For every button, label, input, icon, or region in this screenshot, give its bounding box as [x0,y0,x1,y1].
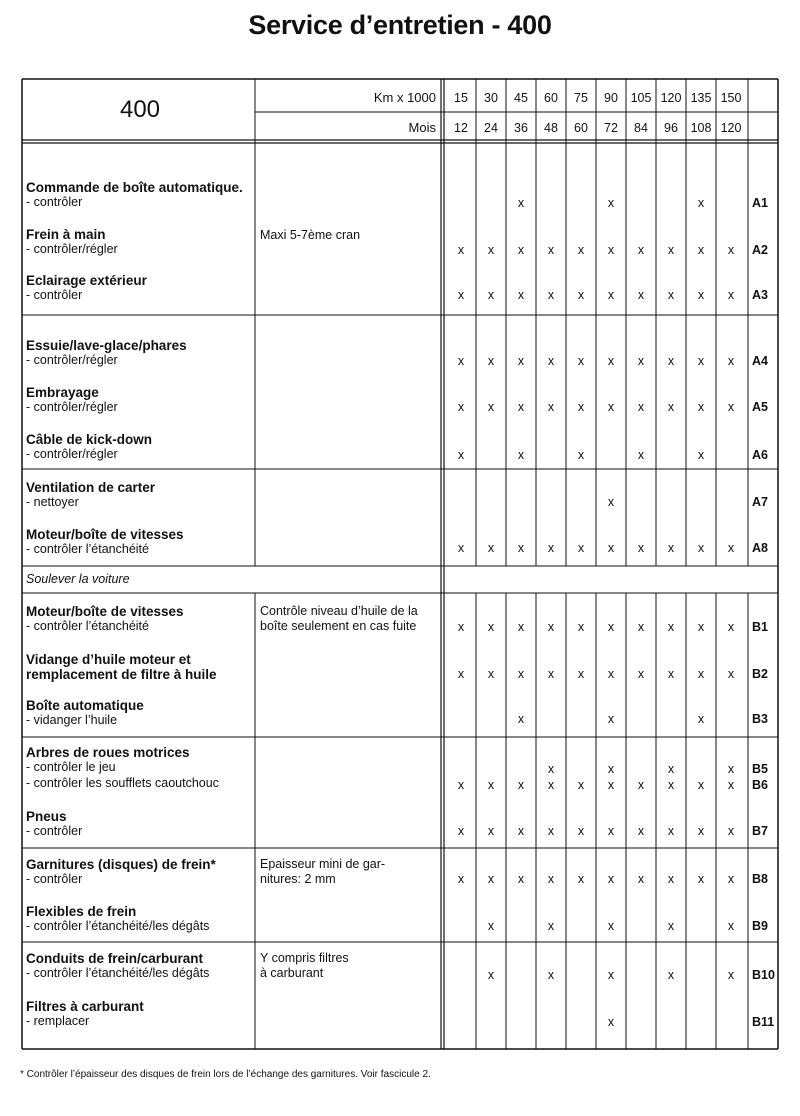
operation-title: Arbres de roues motrices [26,745,190,760]
interval-mark: x [487,541,495,555]
operation-title: Moteur/boîte de vitesses [26,604,184,619]
interval-mark: x [697,354,705,368]
mois-interval-96: 96 [664,121,678,135]
interval-mark: x [607,667,615,681]
operation-title: Moteur/boîte de vitesses [26,527,184,542]
operation-title: Pneus [26,809,67,824]
interval-mark: x [607,824,615,838]
interval-mark: x [487,400,495,414]
interval-mark: x [577,400,585,414]
km-interval-120: 120 [660,91,682,105]
interval-mark: x [607,354,615,368]
operation-code: A7 [752,495,768,509]
interval-mark: x [457,620,465,634]
interval-mark: x [637,778,645,792]
interval-mark: x [727,824,735,838]
interval-mark: x [547,620,555,634]
interval-mark: x [487,288,495,302]
km-interval-45: 45 [514,91,528,105]
interval-mark: x [667,243,675,257]
interval-mark: x [487,968,495,982]
operation-detail: - contrôler l’étanchéité/les dégâts [26,919,210,933]
interval-mark: x [487,778,495,792]
interval-mark: x [607,919,615,933]
interval-mark: x [487,243,495,257]
interval-mark: x [517,288,525,302]
interval-mark: x [577,872,585,886]
interval-mark: x [697,541,705,555]
remark-text: Contrôle niveau d’huile de la [260,604,418,618]
interval-mark: x [607,762,615,776]
interval-mark: x [697,872,705,886]
interval-mark: x [457,354,465,368]
mois-interval-48: 48 [544,121,558,135]
interval-mark: x [457,778,465,792]
km-interval-30: 30 [484,91,498,105]
operation-title: Commande de boîte automatique. [26,180,243,195]
operation-code: B3 [752,712,768,726]
interval-mark: x [517,778,525,792]
interval-mark: x [577,778,585,792]
interval-mark: x [637,620,645,634]
interval-mark: x [517,541,525,555]
interval-mark: x [637,872,645,886]
operation-code: B5 [752,762,768,776]
interval-mark: x [697,824,705,838]
interval-mark: x [457,288,465,302]
mois-interval-120: 120 [720,121,742,135]
interval-mark: x [577,541,585,555]
operation-code: B9 [752,919,768,933]
interval-mark: x [667,400,675,414]
km-interval-75: 75 [574,91,588,105]
mois-interval-84: 84 [634,121,648,135]
operation-code: A8 [752,541,768,555]
interval-mark: x [577,448,585,462]
interval-mark: x [697,620,705,634]
km-interval-60: 60 [544,91,558,105]
interval-mark: x [727,620,735,634]
interval-mark: x [517,712,525,726]
interval-mark: x [517,354,525,368]
interval-mark: x [487,872,495,886]
interval-mark: x [577,667,585,681]
interval-mark: x [457,400,465,414]
interval-mark: x [577,288,585,302]
operation-title: Vidange d’huile moteur et [26,652,191,667]
mois-interval-24: 24 [484,121,498,135]
interval-mark: x [727,667,735,681]
interval-mark: x [547,667,555,681]
interval-mark: x [607,968,615,982]
interval-mark: x [547,541,555,555]
remark-text: nitures: 2 mm [260,872,336,886]
interval-mark: x [667,824,675,838]
interval-mark: x [517,243,525,257]
km-interval-135: 135 [690,91,712,105]
remark-text: Y compris filtres [260,951,349,965]
operation-detail: - contrôler l’étanchéité [26,619,149,633]
operation-code: A3 [752,288,768,302]
interval-mark: x [607,872,615,886]
operation-code: B2 [752,667,768,681]
mois-header-label: Mois [408,120,436,135]
operation-detail: - contrôler/régler [26,242,118,256]
km-interval-150: 150 [720,91,742,105]
operation-code: B1 [752,620,768,634]
interval-mark: x [637,400,645,414]
operation-detail: - remplacer [26,1014,90,1028]
operation-detail: - contrôler [26,872,83,886]
interval-mark: x [637,243,645,257]
operation-detail: - contrôler l’étanchéité/les dégâts [26,966,210,980]
interval-mark: x [577,243,585,257]
interval-mark: x [697,400,705,414]
interval-mark: x [547,400,555,414]
operation-code: B7 [752,824,768,838]
interval-mark: x [547,243,555,257]
interval-mark: x [607,620,615,634]
interval-mark: x [517,872,525,886]
interval-mark: x [547,824,555,838]
interval-mark: x [667,762,675,776]
interval-mark: x [697,448,705,462]
operation-code: B6 [752,778,768,792]
interval-mark: x [727,400,735,414]
interval-mark: x [457,872,465,886]
interval-mark: x [577,620,585,634]
interval-mark: x [727,919,735,933]
mois-interval-36: 36 [514,121,528,135]
operation-title: Embrayage [26,385,99,400]
interval-mark: x [727,872,735,886]
operation-code: A1 [752,196,768,210]
interval-mark: x [577,354,585,368]
interval-mark: x [607,495,615,509]
interval-mark: x [457,243,465,257]
interval-mark: x [547,288,555,302]
interval-mark: x [547,778,555,792]
operation-detail: - nettoyer [26,495,79,509]
remark-text: Maxi 5-7ème cran [260,228,361,242]
interval-mark: x [607,778,615,792]
interval-mark: x [637,667,645,681]
interval-mark: x [547,354,555,368]
interval-mark: x [487,354,495,368]
interval-mark: x [487,919,495,933]
interval-mark: x [727,243,735,257]
lift-car-label: Soulever la voiture [26,572,130,586]
interval-mark: x [637,824,645,838]
interval-mark: x [577,824,585,838]
operation-code: A6 [752,448,768,462]
interval-mark: x [487,620,495,634]
operation-title: Eclairage extérieur [26,273,147,288]
mois-interval-60: 60 [574,121,588,135]
operation-title: Filtres à carburant [26,999,144,1014]
interval-mark: x [517,824,525,838]
interval-mark: x [457,448,465,462]
interval-mark: x [457,541,465,555]
operation-detail: - contrôler le jeu [26,760,116,774]
interval-mark: x [607,400,615,414]
km-header-label: Km x 1000 [373,90,436,105]
operation-detail: - contrôler [26,288,83,302]
operation-title: Frein à main [26,227,106,242]
operation-detail: - contrôler/régler [26,400,118,414]
interval-mark: x [727,288,735,302]
interval-mark: x [667,288,675,302]
interval-mark: x [547,968,555,982]
interval-mark: x [667,541,675,555]
operation-detail: - contrôler [26,195,83,209]
mois-interval-12: 12 [454,121,468,135]
interval-mark: x [667,778,675,792]
interval-mark: x [667,620,675,634]
interval-mark: x [607,541,615,555]
interval-mark: x [517,620,525,634]
km-interval-105: 105 [630,91,652,105]
remark-text: boîte seulement en cas fuite [260,619,417,633]
interval-mark: x [727,968,735,982]
km-interval-15: 15 [454,91,468,105]
mois-interval-72: 72 [604,121,618,135]
interval-mark: x [547,762,555,776]
operation-detail: - contrôler/régler [26,353,118,367]
operation-code: B10 [752,968,775,982]
interval-mark: x [487,667,495,681]
operation-detail: - contrôler les soufflets caoutchouc [26,776,219,790]
interval-mark: x [667,667,675,681]
interval-mark: x [607,288,615,302]
interval-mark: x [607,1015,615,1029]
interval-mark: x [517,667,525,681]
model-label: 400 [119,96,161,123]
interval-mark: x [697,288,705,302]
interval-mark: x [607,712,615,726]
interval-mark: x [517,400,525,414]
operation-code: A2 [752,243,768,257]
operation-code: B11 [752,1015,775,1029]
remark-text: Epaisseur mini de gar- [260,857,386,871]
interval-mark: x [457,824,465,838]
interval-mark: x [457,667,465,681]
interval-mark: x [637,354,645,368]
interval-mark: x [727,762,735,776]
operation-title: Boîte automatique [26,698,144,713]
interval-mark: x [667,872,675,886]
operation-detail: - contrôler/régler [26,447,118,461]
operation-detail: remplacement de filtre à huile [26,667,217,682]
operation-detail: - contrôler l’étanchéité [26,542,149,556]
interval-mark: x [667,919,675,933]
interval-mark: x [697,196,705,210]
interval-mark: x [487,824,495,838]
interval-mark: x [697,243,705,257]
interval-mark: x [637,448,645,462]
interval-mark: x [607,196,615,210]
interval-mark: x [727,541,735,555]
remark-text: à carburant [260,966,324,980]
interval-mark: x [547,919,555,933]
interval-mark: x [547,872,555,886]
interval-mark: x [667,354,675,368]
operation-detail: - contrôler [26,824,83,838]
page-title: Service d’entretien - 400 [248,10,552,40]
km-interval-90: 90 [604,91,618,105]
interval-mark: x [517,448,525,462]
operation-detail: - vidanger l’huile [26,713,118,727]
mois-interval-108: 108 [690,121,712,135]
operation-code: B8 [752,872,768,886]
operation-title: Ventilation de carter [26,480,156,495]
interval-mark: x [697,667,705,681]
operation-title: Conduits de frein/carburant [26,951,204,966]
interval-mark: x [697,712,705,726]
operation-title: Flexibles de frein [26,904,137,919]
operation-code: A4 [752,354,768,368]
footnote: * Contrôler l’épaisseur des disques de frein lors de l’échange des garnitures. Voir fascicule 2. [20,1069,431,1080]
operation-code: A5 [752,400,768,414]
interval-mark: x [697,778,705,792]
operation-title: Garnitures (disques) de frein* [26,857,216,872]
interval-mark: x [517,196,525,210]
interval-mark: x [607,243,615,257]
operation-title: Essuie/lave-glace/phares [26,338,187,353]
interval-mark: x [727,778,735,792]
interval-mark: x [667,968,675,982]
operation-title: Câble de kick-down [26,432,153,447]
interval-mark: x [727,354,735,368]
interval-mark: x [637,541,645,555]
interval-mark: x [637,288,645,302]
